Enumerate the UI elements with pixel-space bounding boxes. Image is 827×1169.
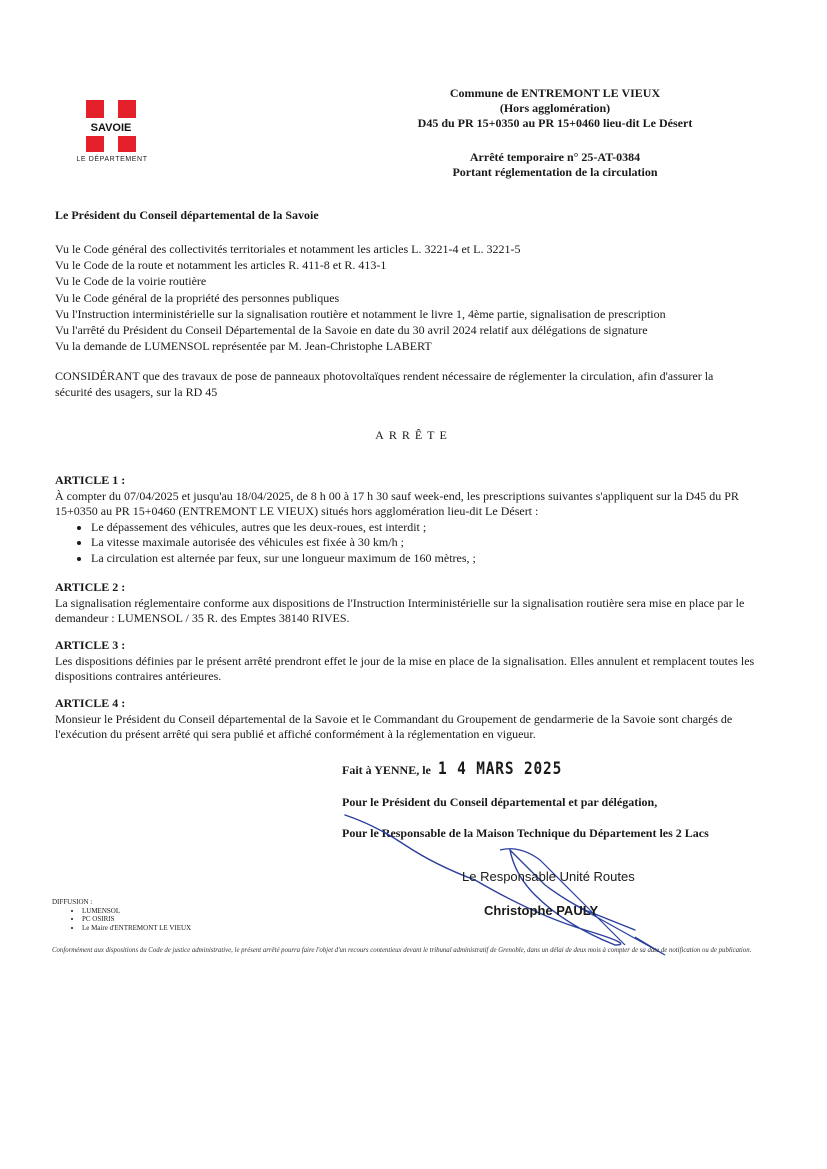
article-text: Les dispositions définies par le présent arrêté prendront effet le jour de la mise en place de la signalisation. Elles annulent et remplacent toutes les dispositions contraires antérieures.: [55, 653, 755, 683]
header-commune: Commune de ENTREMONT LE VIEUX: [449, 86, 661, 100]
diffusion-item: • LUMENSOL: [82, 907, 191, 916]
header-arrete-number: Arrêté temporaire n° 25-AT-0384: [469, 150, 641, 164]
responsable-line: Pour le Responsable de la Maison Technique du Département les 2 Lacs: [342, 826, 709, 840]
header-road-section: D45 du PR 15+0350 au PR 15+0460 lieu-dit Le Désert: [417, 116, 693, 130]
article-text: À compter du 07/04/2025 et jusqu'au 18/04/2025, de 8 h 00 à 17 h 30 sauf week-end, les prescriptions suivantes s'appliquent sur la D45 du PR 15+0350 au PR 15+0460 (ENTREMONT LE VIEUX) situés hors agglomération lieu-dit Le Désert :: [55, 488, 739, 518]
article-title: ARTICLE 4 :: [55, 696, 126, 710]
article-title: ARTICLE 3 :: [55, 638, 126, 652]
article-1: [55, 473, 770, 566]
date-stamp: 1 4 MARS 2025: [437, 759, 563, 779]
considerant-paragraph: CONSIDÉRANT que des travaux de pose de panneaux photovoltaïques rendent nécessaire de réglementer la circulation, afin d'assurer la sécurité des usagers, sur la RD 45: [55, 369, 714, 399]
arrete-heading: ARRÊTE: [375, 428, 452, 442]
stamp-role: Le Responsable Unité Routes: [462, 869, 635, 884]
legal-references: [55, 241, 755, 354]
header-subject: Portant réglementation de la circulation: [452, 165, 658, 179]
handwritten-signature: [335, 805, 775, 965]
logo-square-tr: [118, 100, 136, 118]
legal-reference-item: Vu le Code général des collectivités territoriales et notamment les articles L. 3221-4 et L. 3221-5: [55, 242, 521, 256]
article-text: Monsieur le Président du Conseil départemental de la Savoie et le Commandant du Groupement de gendarmerie de la Savoie sont chargés de l'exécution du présent arrêté qui sera publié et affiché conformément à la réglementation en vigueur.: [55, 711, 733, 741]
issuer-title: Le Président du Conseil départemental de la Savoie: [55, 208, 319, 222]
article-title: ARTICLE 2 :: [55, 580, 126, 594]
article-2: [55, 580, 770, 627]
diffusion-item: • Le Maire d'ENTREMONT LE VIEUX: [82, 924, 191, 933]
logo-square-bl: [86, 136, 104, 152]
article-text: La signalisation réglementaire conforme aux dispositions de l'Instruction Interministérielle sur la signalisation routière sera mise en place par le demandeur : LUMENSOL / 35 R. des Emptes 38140 RIVES.: [55, 595, 745, 625]
prescription-item: • Le dépassement des véhicules, autres que les deux-roues, est interdit ;: [91, 520, 770, 536]
stamp-name: Christophe PAULY: [484, 903, 599, 918]
legal-reference-item: Vu le Code de la voirie routière: [55, 274, 207, 289]
diffusion-list: [52, 898, 191, 932]
legal-reference-item: Vu l'Instruction interministérielle sur la signalisation routière et notamment le livre 1, 4ème partie, signalisation de prescription: [55, 306, 666, 321]
legal-reference-item: Vu le Code général de la propriété des personnes publiques: [55, 290, 340, 305]
legal-reference-item: Vu la demande de LUMENSOL représentée par M. Jean-Christophe LABERT: [55, 339, 432, 354]
logo-text: SAVOIE: [90, 122, 132, 134]
legal-footnote: Conformément aux dispositions du Code de justice administrative, le présent arrêté pourra faire l'objet d'un recours contentieux devant le tribunal administratif de Grenoble, dans un délai de deux mois à compter de sa date de notification ou de publication.: [52, 947, 752, 954]
place-and-date: [342, 759, 584, 779]
fait-label: Fait à YENNE, le: [342, 763, 431, 777]
article-title: ARTICLE 1 :: [55, 473, 126, 487]
logo-caption: LE DÉPARTEMENT: [76, 156, 148, 163]
prescription-item: • La vitesse maximale autorisée des véhicules est fixée à 30 km/h ;: [91, 535, 770, 551]
diffusion-title: DIFFUSION :: [52, 898, 93, 906]
legal-reference-item: Vu l'arrêté du Président du Conseil Départemental de la Savoie en date du 30 avril 2024 relatif aux délégations de signature: [55, 323, 648, 338]
header-location-type: (Hors agglomération): [499, 101, 611, 115]
logo-square-tl: [86, 100, 104, 118]
diffusion-item: • PC OSIRIS: [82, 915, 191, 924]
delegation-line: Pour le Président du Conseil départemental et par délégation,: [342, 795, 658, 809]
prescription-item: • La circulation est alternée par feux, sur une longueur maximum de 160 mètres, ;: [91, 551, 770, 567]
article-3: [55, 638, 770, 685]
legal-reference-item: Vu le Code de la route et notamment les articles R. 411-8 et R. 413-1: [55, 258, 387, 273]
prescription-list: [55, 520, 770, 567]
logo-square-br: [118, 136, 136, 152]
document-header: [360, 86, 750, 180]
article-4: [55, 696, 770, 743]
